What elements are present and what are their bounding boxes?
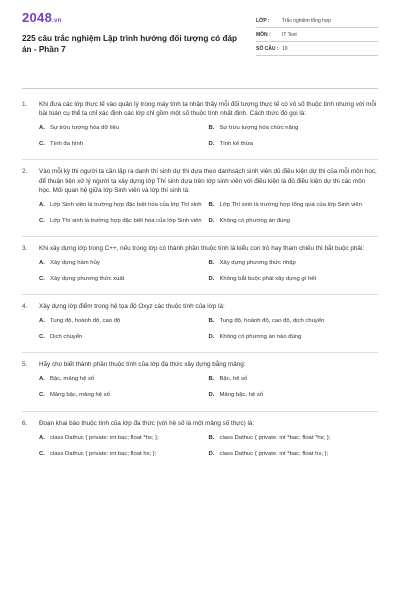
option-text: Dịch chuyển <box>50 334 83 341</box>
option-letter: C. <box>39 141 45 148</box>
question-number: 5. <box>22 361 28 369</box>
option-letter: D. <box>208 141 215 148</box>
option-letter: A. <box>39 125 45 132</box>
option-b[interactable] <box>209 257 379 269</box>
option-text: Không bắt buộc phải xây dựng gì hết <box>219 275 317 282</box>
options <box>39 257 378 285</box>
option-letter: A. <box>39 376 45 383</box>
option-text: Không có phương án nào đúng <box>219 334 302 341</box>
option-letter: C. <box>39 392 45 399</box>
option-a[interactable] <box>39 199 209 211</box>
option-c[interactable] <box>39 331 209 343</box>
options <box>39 374 378 402</box>
question <box>22 160 378 237</box>
site-logo[interactable] <box>22 10 237 25</box>
options <box>39 122 378 150</box>
option-text: Tính kế thừa <box>219 141 253 148</box>
header-left <box>22 10 237 80</box>
option-b[interactable] <box>209 315 379 327</box>
meta-value: 19 <box>282 45 288 52</box>
meta-table <box>256 14 378 80</box>
option-text: Sự trừu tượng hóa dữ liệu <box>50 125 120 132</box>
option-letter: C. <box>39 275 45 282</box>
option-a[interactable] <box>39 432 209 444</box>
option-a[interactable] <box>39 257 209 269</box>
meta-value: Trắc nghiệm tổng hợp <box>282 17 331 24</box>
option-letter: D. <box>208 392 215 399</box>
question-number: 4. <box>22 303 28 311</box>
option-a[interactable] <box>39 122 209 134</box>
question-number: 1. <box>22 101 28 108</box>
meta-value: IT Test <box>282 31 297 38</box>
option-text: Mảng bậc, mảng hệ số <box>50 392 110 399</box>
option-text: class Dathuc { private: int bac; float *hs; }; <box>50 434 159 441</box>
option-c[interactable] <box>39 448 209 460</box>
option-text: Lớp Sinh viên là trường hợp đặc biệt hóa của lớp Thí sinh <box>50 201 202 208</box>
option-text: Mảng bậc, hệ số <box>219 392 264 399</box>
question <box>22 353 378 411</box>
option-letter: C. <box>39 450 45 457</box>
option-c[interactable] <box>39 390 209 402</box>
option-letter: A. <box>39 201 45 208</box>
option-c[interactable] <box>39 215 209 227</box>
option-c[interactable] <box>39 273 209 285</box>
option-letter: B. <box>208 434 215 441</box>
meta-row-class <box>256 14 378 28</box>
option-d[interactable] <box>209 215 379 227</box>
option-text: Bậc, hệ số <box>219 376 248 383</box>
meta-row-count <box>256 42 378 56</box>
option-letter: C. <box>39 217 45 224</box>
question-text: Hãy cho biết thành phần thuộc tính của lớp đa thức xây dựng bằng mảng: <box>39 361 246 369</box>
meta-key: LỚP : <box>256 17 270 24</box>
header <box>22 10 378 80</box>
question <box>22 412 378 469</box>
option-d[interactable] <box>209 331 379 343</box>
option-text: Sự trừu tượng hóa chức năng <box>219 125 299 132</box>
option-b[interactable] <box>209 199 379 211</box>
option-c[interactable] <box>39 138 209 150</box>
option-letter: D. <box>208 275 215 282</box>
question-text: Vào mỗi kỳ thi người ta cần lập ra danh thí sinh dự thi dựa theo danhsách sinh viên dủ điều kiện dự thi của mỗi môn học, để thuận tiện xử lý người ta xây dựng lớp Thí sinh dựa trên lớp sinh viên với điều kiện là đủ điều kiện dự thi các môn học. Mối quan hệ giữa lớp Sinh viên và lớp thí sinh là: <box>39 168 377 194</box>
option-text: Xây dựng phương thức nhập <box>219 259 296 266</box>
option-text: class Dathuc { private: int *bac; float *hs; }; <box>219 434 331 441</box>
options <box>39 432 378 460</box>
option-letter: D. <box>208 217 215 224</box>
option-b[interactable] <box>209 432 379 444</box>
option-letter: D. <box>208 450 215 457</box>
option-letter: B. <box>208 201 215 208</box>
options <box>39 315 378 343</box>
option-text: class Dathuc { private: int bac; float hs; }; <box>50 450 157 457</box>
question-text: Xây dựng lớp điểm trong hệ tọa độ Oxyz các thuộc tính của lớp là: <box>39 303 225 311</box>
option-text: Tung độ, hoành độ, cao độ <box>50 318 121 325</box>
option-a[interactable] <box>39 374 209 386</box>
option-letter: B. <box>208 259 215 266</box>
question <box>22 93 378 160</box>
option-letter: A. <box>39 259 45 266</box>
option-letter: D. <box>208 334 215 341</box>
option-d[interactable] <box>209 390 379 402</box>
question-list <box>22 93 378 469</box>
meta-key: MÔN : <box>256 31 271 38</box>
options <box>39 199 378 227</box>
question <box>22 237 378 295</box>
question-text: Khi đưa các lớp thực tế vào quản lý trong máy tính ta nhận thấy mỗi đối tượng thực tế có vô số thuộc tính nhưng với mỗi bài toán cụ thể ta chỉ xác định các lớp chỉ gồm một số thuộc tính nhất định. Cách thức đó gọi là: <box>39 101 377 118</box>
option-letter: B. <box>208 125 215 132</box>
logo-suffix: .vn <box>52 18 62 24</box>
question-number: 3. <box>22 245 28 253</box>
option-d[interactable] <box>209 273 379 285</box>
option-a[interactable] <box>39 315 209 327</box>
meta-key: SỐ CÂU : <box>256 45 279 52</box>
option-text: Xây dựng hàm hủy <box>50 259 100 266</box>
question-text: Đoạn khai báo thuộc tính của lớp đa thức (với hệ số là một mảng số thực) là: <box>39 419 255 427</box>
question-number: 6. <box>22 419 28 427</box>
option-text: Tính đa hình <box>50 141 84 148</box>
option-text: Bậc, mảng hệ số <box>50 376 95 383</box>
option-letter: A. <box>39 434 45 441</box>
header-divider <box>22 88 378 89</box>
option-letter: B. <box>208 318 215 325</box>
question-number: 2. <box>22 168 28 176</box>
option-text: class Dathuc { private: int *bac; float hs; }; <box>219 450 329 457</box>
logo-main: 2048 <box>22 10 53 25</box>
option-b[interactable] <box>209 122 379 134</box>
option-b[interactable] <box>209 374 379 386</box>
option-text: Lớp Thí sinh là trường hợp tổng quá của lớp Sinh viên <box>219 201 362 208</box>
option-letter: B. <box>208 376 215 383</box>
page-title: 225 câu trắc nghiệm Lập trình hướng đối tượng có đáp án - Phần 7 <box>22 34 238 54</box>
option-text: Tung độ, hoành độ, cao độ, dịch chuyển <box>219 318 325 325</box>
option-text: Không có phương án đúng <box>219 217 290 224</box>
question-text: Khi xây dựng lớp trong C++, nếu trong lớp có thành phần thuộc tính là kiểu con trỏ hay tham chiếu thì bắt buộc phải: <box>39 245 365 253</box>
option-d[interactable] <box>209 138 379 150</box>
option-text: Lớp Thí sinh là trường hợp đặc biệt hóa của lớp Sinh viên <box>50 217 202 224</box>
question <box>22 295 378 353</box>
option-text: Xây dựng phương thức xuất <box>50 275 125 282</box>
meta-row-subject <box>256 28 378 42</box>
option-d[interactable] <box>209 448 379 460</box>
option-letter: C. <box>39 334 45 341</box>
option-letter: A. <box>39 318 45 325</box>
